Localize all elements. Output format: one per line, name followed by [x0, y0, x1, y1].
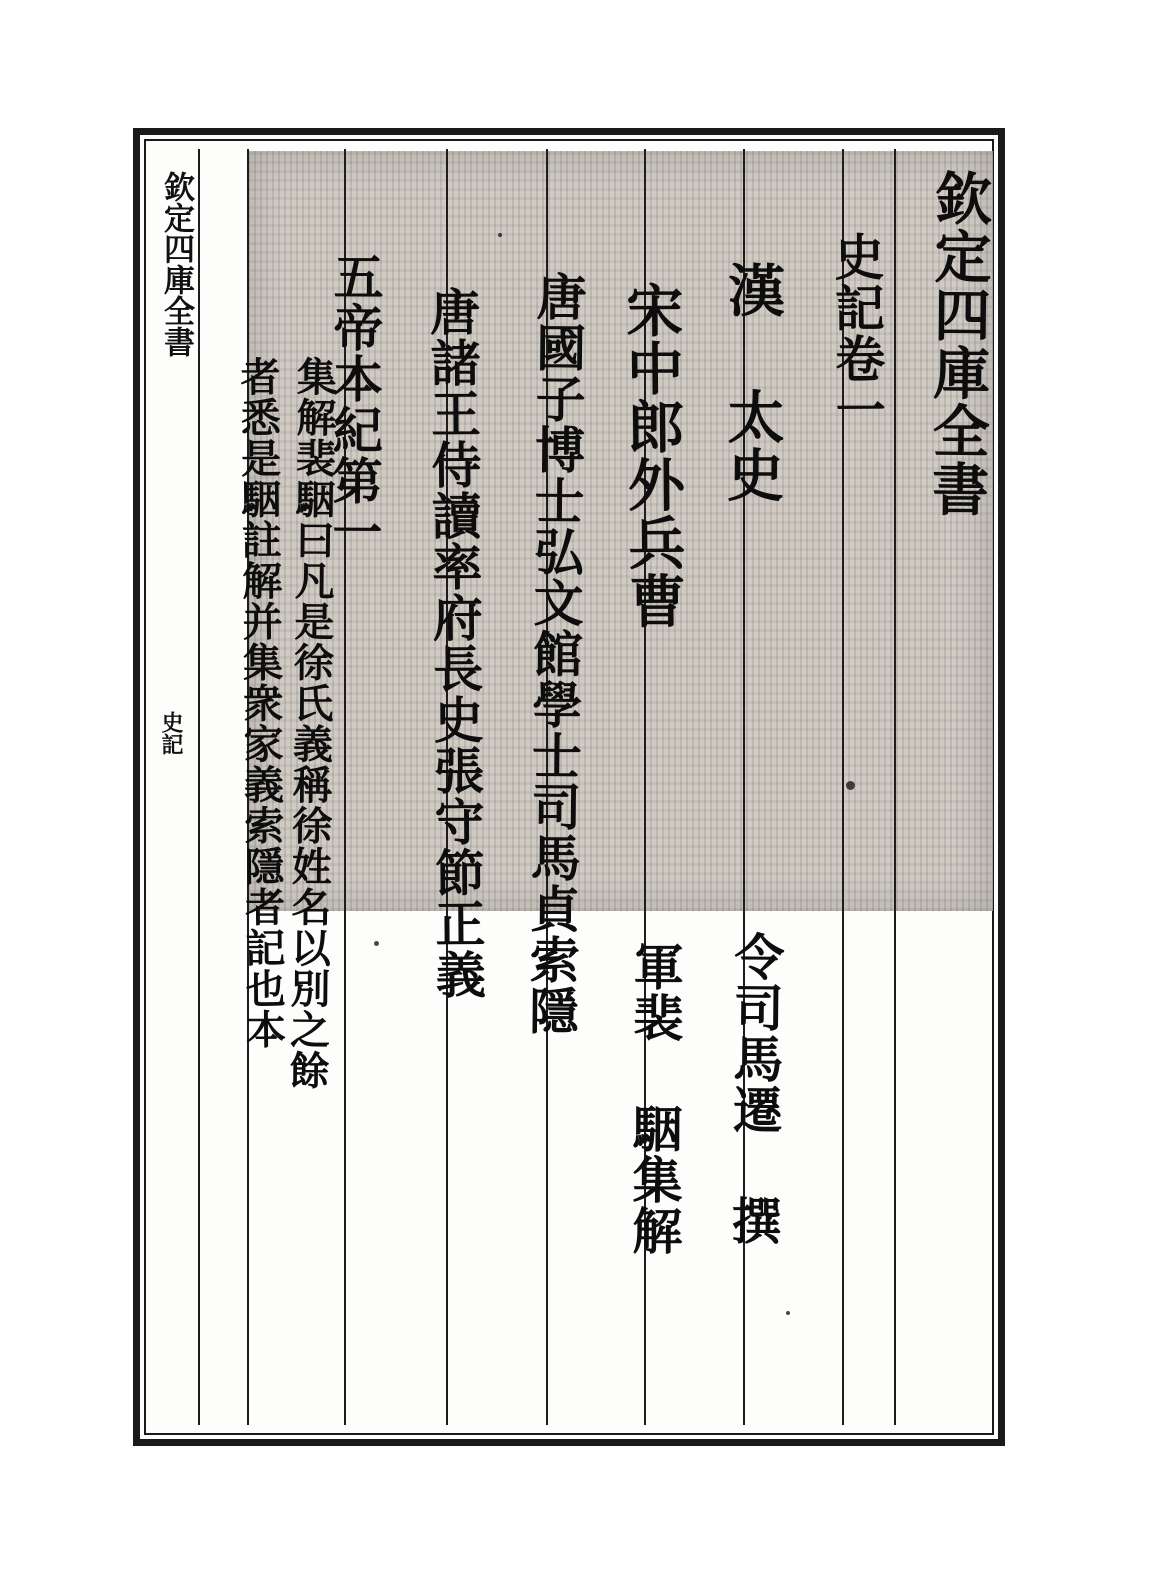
attribution-line-1: 令司馬遷 撰 [723, 930, 786, 1247]
commentator-line-song: 宋中郎外兵曹 [616, 280, 687, 631]
page-border-outer [133, 128, 1005, 1446]
volume-line: 史記卷一 [826, 230, 887, 436]
ink-speck [498, 233, 502, 237]
body-column-1: 集解裴駰曰凡是徐氏義稱徐姓名以別之餘 [283, 355, 338, 1091]
column-rule [894, 149, 896, 1425]
margin-mark-title: 欽定四庫全書 [158, 171, 194, 357]
chapter-title: 五帝本紀第一 [324, 250, 385, 558]
ink-speck [846, 781, 855, 790]
author-dynasty-line: 漢 太史 [717, 260, 786, 504]
commentator-line-tang-zhengyi: 唐諸王侍讀率府長史張守節正義 [421, 285, 488, 1001]
attribution-line-2: 軍裴 駰集解 [624, 940, 685, 1257]
work-title: 欽定四庫全書 [922, 168, 993, 519]
body-column-2: 者悉是駰註解并集衆家義索隱者記也本 [233, 355, 288, 1050]
page-border-inner [144, 139, 994, 1435]
commentator-line-tang-suoyin: 唐國子博士弘文館學士司馬貞索隱 [520, 270, 589, 1037]
ink-speck [786, 1311, 790, 1315]
ink-speck [374, 941, 379, 946]
margin-mark-shiji: 史記 [158, 711, 184, 755]
